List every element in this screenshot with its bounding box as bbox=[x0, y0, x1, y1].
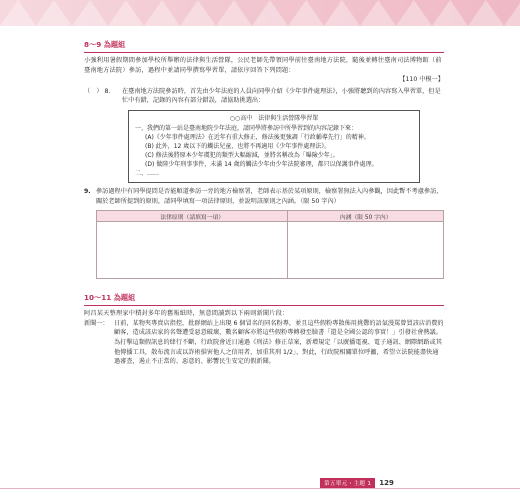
section-title-2: 10～11 為題組 bbox=[84, 293, 444, 306]
news-1-label: 新聞一： bbox=[84, 319, 109, 327]
option-b: (B) 此外，12 歲以下的觸法兒童，也將不再適用《少年事件處理法》。 bbox=[145, 142, 331, 150]
option-a: (A)《少年事件處理法》在近年有重大修正，修法後更強調「行政輔導先行」的精神。 bbox=[145, 133, 370, 141]
header-decor-band bbox=[0, 0, 520, 26]
answer-cell-principle[interactable] bbox=[97, 222, 288, 279]
worksheet-box bbox=[128, 110, 420, 183]
table-header-principle: 法律原則（請填寫一項） bbox=[97, 211, 288, 222]
option-d: (D) 做陸少年刑事事件，未滿 14 歲的觸法少年由少年法院審理，都只以保護事件處理。 bbox=[145, 160, 378, 168]
question-9-text: 參訪過程中有同學提問是否能順道參訪一旁的地方檢察署，老師表示基於某項原則，檢察署無法入內參觀，因此暫不考慮參訪，關於老師所提到的原則，請同學填寫一項法律原則，並說明該原則之內涵。（限 50 字內） bbox=[96, 187, 443, 205]
answer-cell-meaning[interactable] bbox=[288, 222, 444, 279]
answer-blank[interactable]: （ ） 8. bbox=[84, 87, 111, 95]
question-8 bbox=[84, 87, 444, 106]
section-title: 8～9 為題組 bbox=[84, 40, 444, 53]
question-9 bbox=[84, 187, 444, 206]
worksheet-item-1: 一、我們的第一站是臺南地院少年法庭，請同學將參訪中所學習到的內容記錄下來： bbox=[135, 124, 358, 132]
worksheet-item-2: 二、…… bbox=[135, 169, 160, 177]
exam-source-tag: 【110 中模一】 bbox=[399, 76, 444, 84]
answer-table bbox=[96, 210, 444, 279]
news-1-text: 日前，某物夾專賣店指控，批群網站上出現 6 個冒名的同名粉專，並且這些假粉專散佈用挑釁的語氣漫罵曾買該店消費的顧客，造成該店家的名聲遭受惡意破壞，數名顧客亦將這些假粉專轉發至臉書「還是全國公認的事實！」引發社會熱議。為打擊這類假訊息的肆行不斷，行政院會近日通過《刑法》修正草案，新增規定「以廣播電視、電子通訊、網際網路或其他傳播工具，散布流言或以詐術損害他人之信用者，加重其刑 1/2」，對此，行政院相關單位呼籲，希望立法院能盡快通過審查，遏止不正當的、惡意的、影響民生安定的假新聞。 bbox=[114, 319, 444, 366]
table-header-meaning: 內涵（限 50 字內） bbox=[288, 211, 444, 222]
footer-rule bbox=[0, 488, 520, 489]
question-8-text: 在臺南地方法院參訪時，首先由少年法庭的人員向同學介紹《少年事件處理法》，小強將聽到的內容寫入學習單，但是忙中有錯，記錄的內容有部分錯誤，請協助挑選出： bbox=[122, 87, 441, 105]
option-c: (C) 修法後將原本少年虞犯的類型大幅縮減，並將名稱改為「曝險少年」。 bbox=[145, 151, 339, 159]
question-9-number: 9. bbox=[84, 187, 91, 195]
news-1 bbox=[84, 319, 444, 367]
intro-paragraph: 小強利用暑假期間參加學校所舉辦的法律與生活營隊，公民老師先帶領同學前往臺南地方法院，隨後並轉往臺南司法博物館（前臺南地方法院）參訪，過程中並請同學撰寫學習單，請依序回答下列問題： bbox=[84, 57, 442, 74]
document-body bbox=[84, 40, 444, 367]
intro-paragraph-2: 阿昌某天整理家中積封多年的舊報紙時，無意間讀到以下兩則新聞片段： bbox=[84, 310, 289, 318]
unit-label: 第五單元・主題 1 bbox=[320, 478, 375, 488]
header-triangle-pattern bbox=[0, 0, 520, 26]
worksheet-title: ○○高中 法律與生活營隊學習單 bbox=[229, 114, 319, 122]
page-number: 129 bbox=[379, 479, 394, 487]
page-footer bbox=[320, 478, 394, 488]
